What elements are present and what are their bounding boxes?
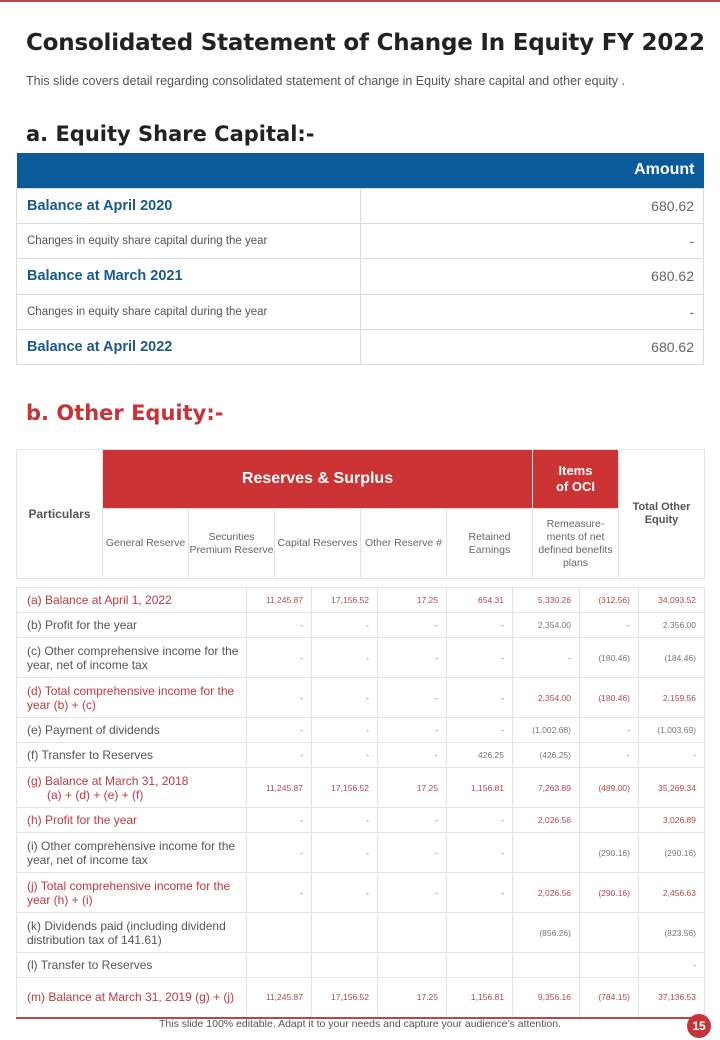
value-cell: - xyxy=(247,873,312,913)
row-particulars xyxy=(17,638,247,678)
value-cell: 17.25 xyxy=(378,978,447,1018)
row-particulars xyxy=(17,913,247,953)
oci-header-line1: Items xyxy=(558,463,593,478)
value-cell xyxy=(247,953,312,978)
amount-column-header: Amount xyxy=(17,153,704,188)
value-cell: - xyxy=(378,718,447,743)
value-cell: - xyxy=(312,613,378,638)
value-cell: (184.46) xyxy=(639,638,705,678)
sub-column-header: Remeasure-ments of net defined benefits plans xyxy=(533,509,619,579)
value-cell: (180.46) xyxy=(580,678,639,718)
sub-column-header: General Reserve xyxy=(103,509,189,579)
value-cell: 35,269.34 xyxy=(639,768,705,808)
value-cell: - xyxy=(378,678,447,718)
value-cell: - xyxy=(312,808,378,833)
value-cell: - xyxy=(247,833,312,873)
value-cell: 2,354.00 xyxy=(513,613,580,638)
value-cell: - xyxy=(247,808,312,833)
value-cell: 11,245.87 xyxy=(247,588,312,613)
sub-column-header: Securities Premium Reserve xyxy=(189,509,275,579)
value-cell: 2,456.63 xyxy=(639,873,705,913)
row-amount: 680.62 xyxy=(361,188,704,223)
value-cell: - xyxy=(312,678,378,718)
particulars-text: (g) Balance at March 31, 2018 xyxy=(27,773,189,788)
value-cell: - xyxy=(447,833,513,873)
row-amount: - xyxy=(361,294,704,329)
value-cell: 2,354.00 xyxy=(513,678,580,718)
value-cell: - xyxy=(580,613,639,638)
value-cell: - xyxy=(639,743,705,768)
value-cell: - xyxy=(378,743,447,768)
value-cell xyxy=(580,913,639,953)
value-cell: (290.16) xyxy=(580,833,639,873)
value-cell xyxy=(378,953,447,978)
value-cell: 1,156.81 xyxy=(447,768,513,808)
value-cell: - xyxy=(247,743,312,768)
value-cell: - xyxy=(378,833,447,873)
value-cell: (290.16) xyxy=(639,833,705,873)
row-particulars xyxy=(17,718,247,743)
value-cell xyxy=(378,913,447,953)
value-cell: 9,356.16 xyxy=(513,978,580,1018)
row-particulars xyxy=(17,833,247,873)
particulars-text: (h) Profit for the year xyxy=(27,813,138,827)
value-cell: - xyxy=(312,718,378,743)
value-cell xyxy=(513,953,580,978)
top-accent-line xyxy=(0,0,720,2)
value-cell: 17,156.52 xyxy=(312,768,378,808)
value-cell: 11,245.87 xyxy=(247,978,312,1018)
table-row xyxy=(17,833,705,873)
value-cell: (426.25) xyxy=(513,743,580,768)
value-cell: - xyxy=(447,808,513,833)
value-cell: - xyxy=(312,873,378,913)
row-particulars xyxy=(17,678,247,718)
value-cell: - xyxy=(247,638,312,678)
value-cell: (856.26) xyxy=(513,913,580,953)
value-cell xyxy=(312,913,378,953)
other-equity-data-table xyxy=(16,587,705,1019)
row-label: Changes in equity share capital during the year xyxy=(17,294,361,329)
value-cell: 34,093.52 xyxy=(639,588,705,613)
value-cell: 17,156.52 xyxy=(312,978,378,1018)
value-cell: - xyxy=(247,678,312,718)
value-cell: 2,356.00 xyxy=(639,613,705,638)
value-cell: 2,026.56 xyxy=(513,873,580,913)
table-row xyxy=(17,953,705,978)
particulars-text: (i) Other comprehensive income for the year, net of income tax xyxy=(27,838,236,867)
row-particulars xyxy=(17,768,247,808)
table-row xyxy=(17,678,705,718)
value-cell: 2,159.56 xyxy=(639,678,705,718)
footer-note: This slide 100% editable. Adapt it to your needs and capture your audience’s attention. xyxy=(159,1018,561,1030)
row-particulars xyxy=(17,953,247,978)
value-cell: (312.56) xyxy=(580,588,639,613)
sub-column-header: Other Reserve # xyxy=(361,509,447,579)
equity-share-capital-table xyxy=(16,153,704,365)
oci-group-header xyxy=(533,450,619,509)
value-cell: (180.46) xyxy=(580,638,639,678)
equity-capital-row xyxy=(17,330,704,365)
value-cell xyxy=(312,953,378,978)
value-cell xyxy=(447,913,513,953)
table-row xyxy=(17,588,705,613)
table-header-row xyxy=(17,153,704,188)
particulars-formula: (a) + (d) + (e) + (f) xyxy=(47,787,144,802)
value-cell xyxy=(513,833,580,873)
value-cell: - xyxy=(447,718,513,743)
value-cell: - xyxy=(447,873,513,913)
value-cell: - xyxy=(312,833,378,873)
table-row xyxy=(17,808,705,833)
page-number-badge: 15 xyxy=(687,1014,711,1038)
value-cell: - xyxy=(580,743,639,768)
particulars-column-header: Particulars xyxy=(17,450,103,579)
value-cell: 1,156.81 xyxy=(447,978,513,1018)
value-cell xyxy=(447,953,513,978)
value-cell: 2,026.56 xyxy=(513,808,580,833)
value-cell: - xyxy=(247,718,312,743)
particulars-text: (d) Total comprehensive income for the year (b) + (c) xyxy=(27,683,235,712)
value-cell: 17,156.52 xyxy=(312,588,378,613)
particulars-text: (k) Dividends paid (including dividend distribution tax of 141.61) xyxy=(27,918,226,947)
value-cell: - xyxy=(312,743,378,768)
value-cell xyxy=(580,808,639,833)
row-particulars xyxy=(17,873,247,913)
value-cell xyxy=(247,913,312,953)
value-cell: 426.25 xyxy=(447,743,513,768)
value-cell: 5,330.26 xyxy=(513,588,580,613)
reserves-surplus-group-header: Reserves & Surplus xyxy=(103,450,533,509)
value-cell: - xyxy=(513,638,580,678)
page-subtitle: This slide covers detail regarding consolidated statement of change in Equity share capital and other equity . xyxy=(26,74,625,88)
value-cell: - xyxy=(378,873,447,913)
value-cell: - xyxy=(378,613,447,638)
value-cell: 7,263.89 xyxy=(513,768,580,808)
value-cell: (823.56) xyxy=(639,913,705,953)
value-cell: - xyxy=(580,718,639,743)
row-particulars xyxy=(17,978,247,1018)
equity-capital-row xyxy=(17,294,704,329)
row-label: Changes in equity share capital during the year xyxy=(17,223,361,258)
row-amount: - xyxy=(361,223,704,258)
value-cell: - xyxy=(447,678,513,718)
row-particulars xyxy=(17,743,247,768)
table-row xyxy=(17,873,705,913)
particulars-text: (e) Payment of dividends xyxy=(27,723,160,737)
particulars-text: (f) Transfer to Reserves xyxy=(27,748,154,762)
value-cell: 11,245.87 xyxy=(247,768,312,808)
table-row xyxy=(17,913,705,953)
value-cell: (1,002.68) xyxy=(513,718,580,743)
page-title: Consolidated Statement of Change In Equity FY 2022 xyxy=(26,30,705,56)
particulars-text: (b) Profit for the year xyxy=(27,618,138,632)
particulars-text: (l) Transfer to Reserves xyxy=(27,958,153,972)
equity-capital-row xyxy=(17,223,704,258)
table-row xyxy=(17,638,705,678)
value-cell: - xyxy=(378,808,447,833)
table-row xyxy=(17,613,705,638)
other-equity-header-table xyxy=(16,449,705,579)
particulars-text: (m) Balance at March 31, 2019 (g) + (j) xyxy=(27,990,235,1005)
value-cell: - xyxy=(447,613,513,638)
value-cell: - xyxy=(247,613,312,638)
value-cell: - xyxy=(312,638,378,678)
value-cell: (1,003.69) xyxy=(639,718,705,743)
row-label: Balance at March 2021 xyxy=(17,259,361,294)
table-row xyxy=(17,978,705,1018)
equity-capital-row xyxy=(17,188,704,223)
table-row xyxy=(17,768,705,808)
value-cell: - xyxy=(378,638,447,678)
section-heading-equity-share-capital: a. Equity Share Capital:- xyxy=(26,122,315,146)
section-heading-other-equity: b. Other Equity:- xyxy=(26,401,224,425)
value-cell: 37,136.53 xyxy=(639,978,705,1018)
total-other-equity-header: Total Other Equity xyxy=(619,450,705,579)
value-cell: 17.25 xyxy=(378,768,447,808)
value-cell: (784.15) xyxy=(580,978,639,1018)
value-cell: - xyxy=(639,953,705,978)
row-label: Balance at April 2020 xyxy=(17,188,361,223)
value-cell: 17.25 xyxy=(378,588,447,613)
particulars-text: (c) Other comprehensive income for the year, net of income tax xyxy=(27,643,239,672)
particulars-text: (j) Total comprehensive income for the year (h) + (i) xyxy=(27,878,231,907)
sub-column-header: Retained Earnings xyxy=(447,509,533,579)
value-cell: - xyxy=(447,638,513,678)
table-row xyxy=(17,743,705,768)
particulars-text: (a) Balance at April 1, 2022 xyxy=(27,593,172,607)
value-cell: 3,026.89 xyxy=(639,808,705,833)
row-label: Balance at April 2022 xyxy=(17,330,361,365)
row-particulars xyxy=(17,588,247,613)
row-particulars xyxy=(17,808,247,833)
table-row xyxy=(17,718,705,743)
value-cell: 654.31 xyxy=(447,588,513,613)
equity-capital-row xyxy=(17,259,704,294)
row-amount: 680.62 xyxy=(361,259,704,294)
row-amount: 680.62 xyxy=(361,330,704,365)
sub-column-header: Capital Reserves xyxy=(275,509,361,579)
value-cell: (489.00) xyxy=(580,768,639,808)
value-cell xyxy=(580,953,639,978)
row-particulars xyxy=(17,613,247,638)
value-cell: (290.16) xyxy=(580,873,639,913)
oci-header-line2: of OCI xyxy=(556,479,595,494)
